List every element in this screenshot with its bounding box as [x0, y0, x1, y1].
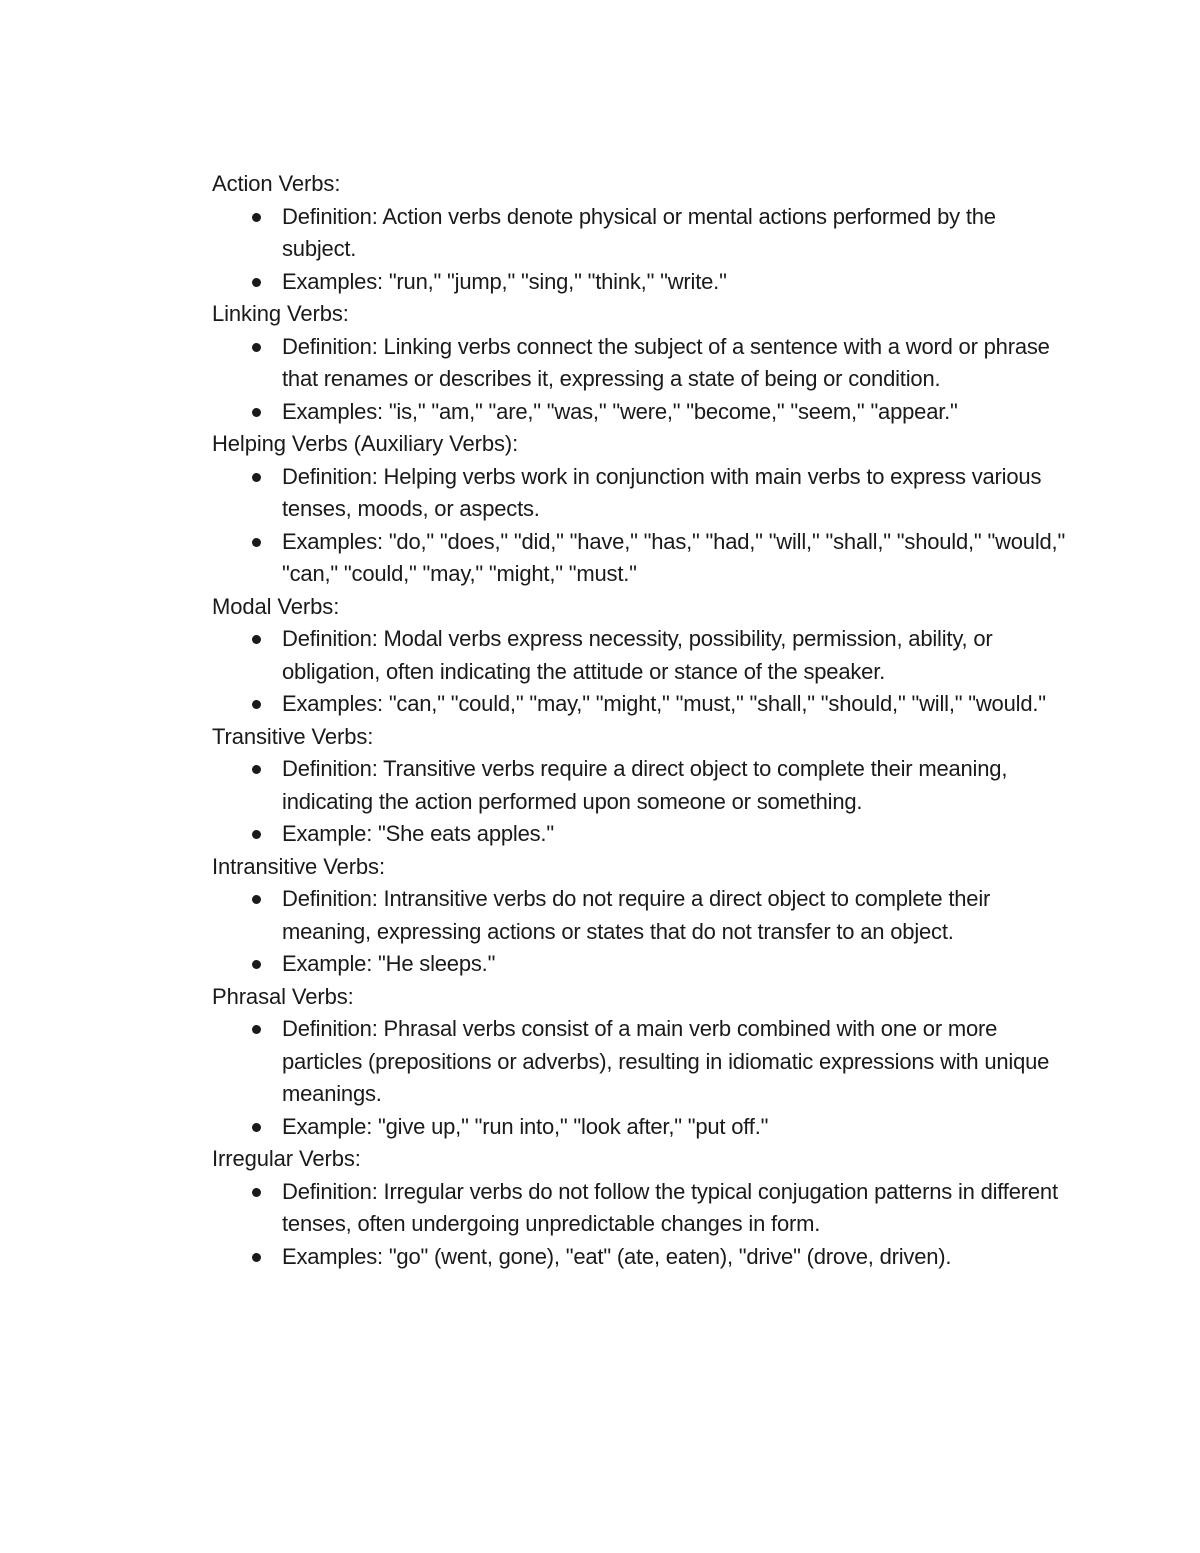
bullet-icon — [252, 473, 261, 482]
bullet-icon — [252, 538, 261, 547]
list-item-text: Examples: "run," "jump," "sing," "think," "write." — [282, 268, 727, 294]
list-item-text: Definition: Linking verbs connect the subject of a sentence with a word or phrase that renames or describes it, expressing a state of being or condition. — [282, 333, 1050, 391]
list-item — [212, 948, 1072, 981]
list-item — [212, 1013, 1072, 1111]
bullet-icon — [252, 343, 261, 352]
list-item — [212, 1111, 1072, 1144]
section-phrasal-verbs — [212, 981, 1072, 1144]
section-linking-verbs — [212, 298, 1072, 428]
section-modal-verbs — [212, 591, 1072, 721]
list-item — [212, 753, 1072, 818]
bullet-icon — [252, 408, 261, 417]
list-item — [212, 623, 1072, 688]
list-item — [212, 201, 1072, 266]
section-heading: Transitive Verbs: — [212, 723, 374, 749]
list-item-text: Definition: Transitive verbs require a direct object to complete their meaning, indicating the action performed upon someone or something. — [282, 756, 1008, 814]
section-heading: Intransitive Verbs: — [212, 853, 385, 879]
section-action-verbs — [212, 168, 1072, 298]
list-item-text: Examples: "go" (went, gone), "eat" (ate, eaten), "drive" (drove, driven). — [282, 1243, 952, 1269]
list-item-text: Examples: "do," "does," "did," "have," "has," "had," "will," "shall," "should," "would," "can," "could," "may," "might," "must." — [282, 528, 1066, 586]
bullet-icon — [252, 278, 261, 287]
bullet-icon — [252, 895, 261, 904]
bullet-list — [212, 461, 1072, 591]
list-item — [212, 688, 1072, 721]
list-item-text: Definition: Irregular verbs do not follow the typical conjugation patterns in different tenses, often undergoing unpredictable changes in form. — [282, 1178, 1058, 1236]
section-heading: Irregular Verbs: — [212, 1146, 361, 1171]
bullet-icon — [252, 830, 261, 839]
list-item — [212, 1241, 1072, 1274]
list-item-text: Definition: Action verbs denote physical or mental actions performed by the subject. — [282, 203, 996, 261]
bullet-list — [212, 883, 1072, 981]
bullet-list — [212, 1176, 1072, 1274]
section-heading: Phrasal Verbs: — [212, 983, 354, 1009]
list-item — [212, 396, 1072, 429]
section-heading: Helping Verbs (Auxiliary Verbs): — [212, 431, 519, 456]
bullet-icon — [252, 1025, 261, 1034]
list-item-text: Definition: Helping verbs work in conjunction with main verbs to express various tenses, moods, or aspects. — [282, 463, 1042, 521]
bullet-list — [212, 1013, 1072, 1143]
list-item — [212, 266, 1072, 299]
section-heading: Linking Verbs: — [212, 301, 349, 326]
section-irregular-verbs — [212, 1143, 1072, 1273]
list-item — [212, 461, 1072, 526]
list-item — [212, 818, 1072, 851]
bullet-icon — [252, 635, 261, 644]
document-page — [212, 168, 1072, 1273]
bullet-icon — [252, 960, 261, 969]
list-item-text: Definition: Intransitive verbs do not require a direct object to complete their meaning, expressing actions or states that do not transfer to an object. — [282, 886, 991, 944]
list-item-text: Examples: "is," "am," "are," "was," "were," "become," "seem," "appear." — [282, 398, 958, 424]
list-item — [212, 331, 1072, 396]
bullet-list — [212, 331, 1072, 429]
bullet-list — [212, 201, 1072, 299]
list-item-text: Example: "She eats apples." — [282, 821, 554, 846]
bullet-icon — [252, 700, 261, 709]
section-helping-verbs — [212, 428, 1072, 591]
bullet-list — [212, 753, 1072, 851]
list-item-text: Example: "give up," "run into," "look after," "put off." — [282, 1113, 769, 1139]
list-item — [212, 1176, 1072, 1241]
list-item-text: Examples: "can," "could," "may," "might," "must," "shall," "should," "will," "would." — [282, 691, 1046, 716]
bullet-icon — [252, 213, 261, 222]
list-item — [212, 526, 1072, 591]
bullet-icon — [252, 1123, 261, 1132]
section-heading: Modal Verbs: — [212, 593, 340, 619]
list-item — [212, 883, 1072, 948]
list-item-text: Definition: Modal verbs express necessity, possibility, permission, ability, or obligation, often indicating the attitude or stance of the speaker. — [282, 626, 993, 684]
bullet-list — [212, 623, 1072, 721]
section-intransitive-verbs — [212, 851, 1072, 981]
bullet-icon — [252, 1188, 261, 1197]
section-heading: Action Verbs: — [212, 171, 341, 196]
bullet-icon — [252, 1253, 261, 1262]
section-transitive-verbs — [212, 721, 1072, 851]
bullet-icon — [252, 765, 261, 774]
list-item-text: Definition: Phrasal verbs consist of a main verb combined with one or more particles (prepositions or adverbs), resulting in idiomatic expressions with unique meanings. — [282, 1016, 1050, 1106]
list-item-text: Example: "He sleeps." — [282, 951, 496, 976]
